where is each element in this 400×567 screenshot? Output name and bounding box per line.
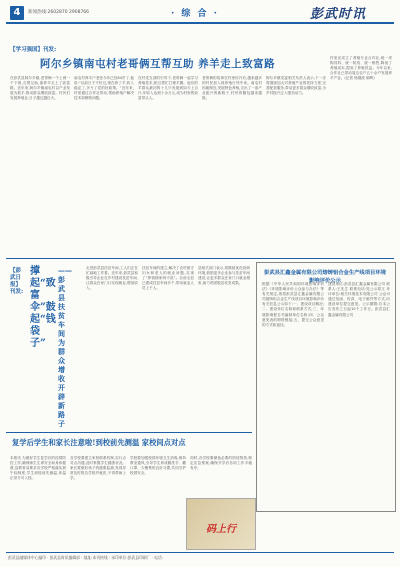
masthead: 彭武时讯 <box>310 7 367 22</box>
notice-column: 根据《中华人民共和国环境影响评价法》《环境影响评价公众参与办法》等有关规定,现将彭武县汇鑫金属有限公司熔铸铝合金生产线项目环境影响评价有关信息公示如下:一、建设项目概况;二、建设单位名称和联系方式;三、环境影响报告书编制单位名称;四、公众意见表的网络链接;五、提交公众意见的方式和途径。 <box>262 282 324 327</box>
lead-column: 阿尔乡镇党委相关负责人表示,下一步将继续加大对养殖产业的扶持力度,完善配套服务,带动更多群众增收致富,为乡村振兴注入强劲动力。 <box>266 76 326 96</box>
page-footer: 彭武县融媒体中心编印 · 彭武县时讯编辑部 · 地址:本刊热线 · 承印单位:彭武县印刷厂 · 电话: <box>8 555 164 560</box>
bottom-column: 同时,各学校要储备必要的防疫物资,制定应急预案,确保开学后各项工作平稳有序。 <box>190 456 252 471</box>
header-rule <box>6 22 394 24</box>
lead-headline: 阿尔乡镇南屯村老哥俩互帮互助 养羊走上致富路 <box>40 58 276 70</box>
page-number: 4 <box>10 6 24 20</box>
lead-column: 在彭武县阿尔乡镇,老哥俩一个上坡一个下坡,互帮互助,靠养羊走上了致富路。近年来,阿尔乡镇南屯村以产业发展为抓手,推动群众增收致富。村民们发展养殖业,日子越过越红火。 <box>10 76 70 101</box>
lead-kicker: 【学习强国】刊发: <box>10 47 57 53</box>
lead-column: 村里还成立了养殖专业合作社,统一采购饲料、统一防疫、统一销售,降低了养殖成本,提高了养殖效益。今年以来,合作社已带动周边农户五十余户发展养羊产业。(记者 杨继波 朝晖) <box>330 56 392 81</box>
mid-kicker: 【彭武日报】刊发: <box>10 268 24 295</box>
mid-vertical-subheadline: ——彭武县扶贫车间为群众增收开辟新路子 <box>58 266 72 428</box>
publication-meta: 新闻热线:2602870 2908766 <box>28 10 90 15</box>
bottom-column: 本报讯 为做好学生复学后的疫情防控工作,确保师生生命安全和身体健康,县教育局要求各学校严格落实晨午检制度,学生到校前先测温,体温正常方可入校。 <box>10 456 66 481</box>
lead-column: 老哥俩的故事在村里传开后,越来越多的村民加入到养殖行列中来。南屯村因地制宜,发展特色养殖,走出了一条产业振兴的新路子,村民的腰包越来越鼓。 <box>202 76 262 101</box>
mid-column: 走进彭武县扶贫车间,工人们正在忙碌地工作着。近年来,彭武县积极引导企业在乡村建设扶贫车间,让群众在家门口实现就业,增加收入。 <box>86 266 138 291</box>
lead-column: 在村党支部的引导下,老哥俩一起学习养殖技术,相互帮忙打理羊圈。他们的羊群从最初的十几只发展到如今上百只,年收入达到十余万元,成为村里的致富带头人。 <box>138 76 198 101</box>
notice-column: 建设单位:彭武县汇鑫金属有限公司 联系人:王先生 联系电话:见公示原文 环评单位:相关环境技术有限公司 公众可通过信函、传真、电子邮件等方式,向建设单位提交意见。公示期限:自本公告发布之日起10个工作日。彭武县汇鑫金属有限公司 <box>328 282 390 317</box>
advert-logo-text: 码上行 <box>206 524 236 535</box>
section-title: · 综 合 · <box>171 9 219 19</box>
notice-title: 彭武县汇鑫金属有限公司熔铸铝合金生产线项目环境影响评价公示 <box>264 270 386 284</box>
bottom-column: 学校要加强校园环境卫生消毒,保持教室通风,引导学生养成勤洗手、戴口罩、少聚集的良好习惯,共同守护校园安全。 <box>130 456 186 476</box>
mid-column: 扶贫车间的建立,解决了农村留守妇女和老人的就业问题,实现了“挣钱顾家两不误”。目前全县已建成扶贫车间多个,带动就业人员上千人。 <box>142 266 194 291</box>
section-divider <box>6 258 394 259</box>
section-divider <box>6 432 252 433</box>
footer-rule <box>6 552 394 553</box>
lead-column: 南屯村养羊户老张今年已经64岁了,他说:“以前日子不好过,现在养了羊,收入稳定了,多亏了党的好政策。”近年来,村里通过合作社带动,帮助养殖户解决技术和销路问题。 <box>74 76 134 101</box>
bottom-headline: 复学后学生和家长注意啦!到校前先测温 家校间点对点 <box>12 438 186 447</box>
mid-vertical-headline: 撑起“致富伞”鼓起“钱袋子” <box>30 266 56 349</box>
bottom-column: 各学校要建立家校联系机制,实行点对点沟通,及时掌握学生健康状况。家长要做好孩子的健康监测,发现异常及时报告学校并就医,不得带病上学。 <box>70 456 126 481</box>
mid-column: 县相关部门表示,将继续优化营商环境,鼓励更多企业参与扶贫车间建设,让更多群众在家门口就业增收,助力巩固脱贫攻坚成果。 <box>198 266 250 286</box>
